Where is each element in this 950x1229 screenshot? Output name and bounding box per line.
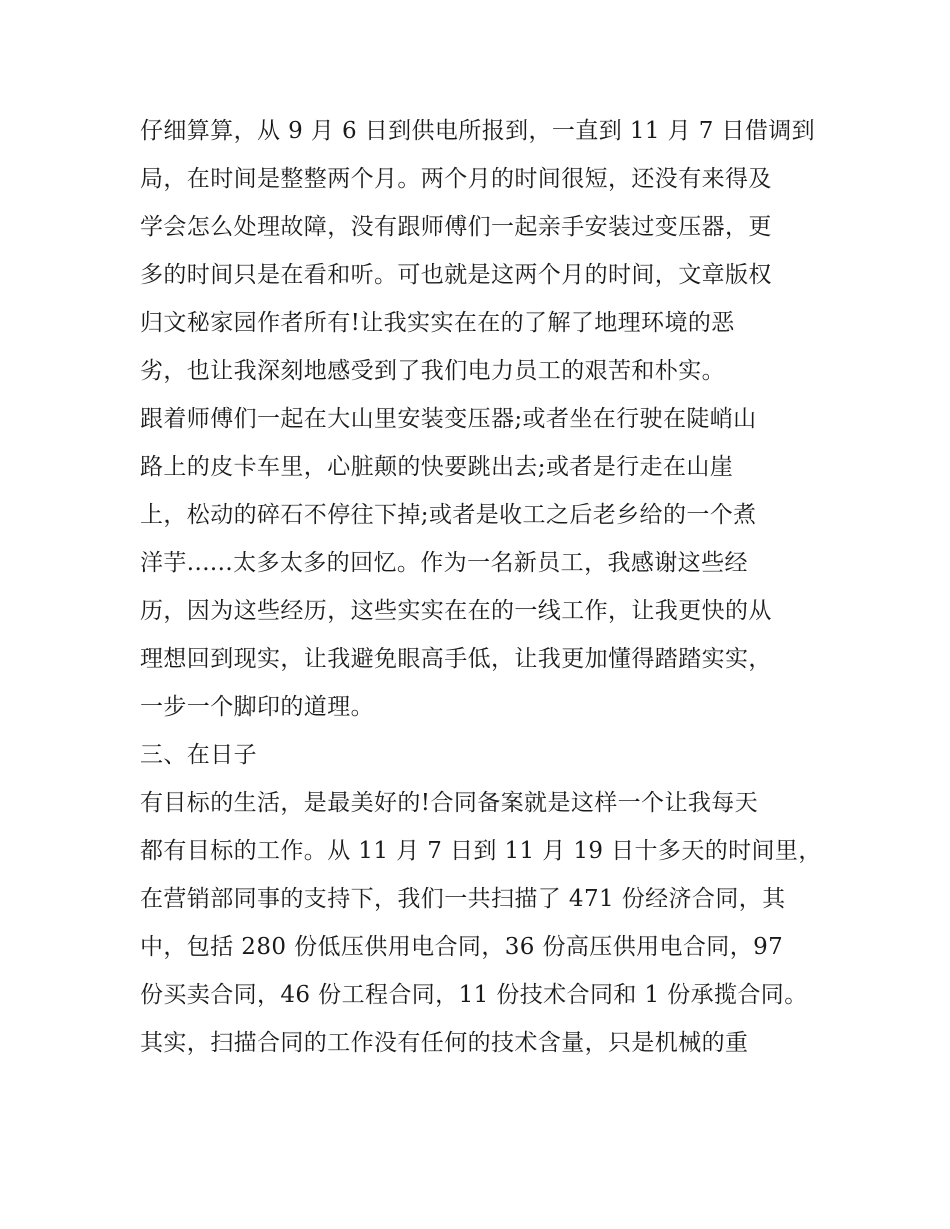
text-line-1: 仔细算算，从 9 月 6 日到供电所报到，一直到 11 月 7 日借调到: [140, 118, 816, 144]
text-line-15: 有目标的生活，是最美好的!合同备案就是这样一个让我每天: [140, 790, 759, 816]
text-line-5: 归文秘家园作者所有!让我实实在在的了解了地理环境的恶: [140, 310, 735, 336]
text-line-2: 局，在时间是整整两个月。两个月的时间很短，还没有来得及: [140, 166, 772, 192]
document-body: [140, 107, 830, 1067]
text-line-8: 路上的皮卡车里，心脏颠的快要跳出去;或者是行走在山崖: [140, 454, 734, 480]
text-line-7: 跟着师傅们一起在大山里安装变压器;或者坐在行驶在陡峭山: [140, 406, 757, 432]
text-line-19: 份买卖合同，46 份工程合同，11 份技术合同和 1 份承揽合同。: [140, 982, 808, 1008]
text-line-13: 一步一个脚印的道理。: [140, 694, 374, 720]
text-line-6: 劣，也让我深刻地感受到了我们电力员工的艰苦和朴实。: [140, 358, 725, 384]
text-line-20: 其实，扫描合同的工作没有任何的技术含量，只是机械的重: [140, 1030, 749, 1056]
text-line-18: 中，包括 280 份低压供用电合同，36 份高压供用电合同，97: [140, 934, 784, 960]
text-line-9: 上，松动的碎石不停往下掉;或者是收工之后老乡给的一个煮: [140, 502, 757, 528]
text-line-17: 在营销部同事的支持下，我们一共扫描了 471 份经济合同，其: [140, 886, 786, 912]
section-heading: 三、在日子: [140, 742, 257, 768]
text-line-12: 理想回到现实，让我避免眼高手低，让我更加懂得踏踏实实，: [140, 646, 772, 672]
text-line-16: 都有目标的工作。从 11 月 7 日到 11 月 19 日十多天的时间里，: [140, 838, 822, 864]
text-line-3: 学会怎么处理故障，没有跟师傅们一起亲手安装过变压器，更: [140, 214, 772, 240]
text-line-11: 历，因为这些经历，这些实实在在的一线工作，让我更快的从: [140, 598, 772, 624]
text-line-4: 多的时间只是在看和听。可也就是这两个月的时间，文章版权: [140, 262, 772, 288]
text-line-10: 洋芋......太多太多的回忆。作为一名新员工，我感谢这些经: [140, 550, 748, 576]
